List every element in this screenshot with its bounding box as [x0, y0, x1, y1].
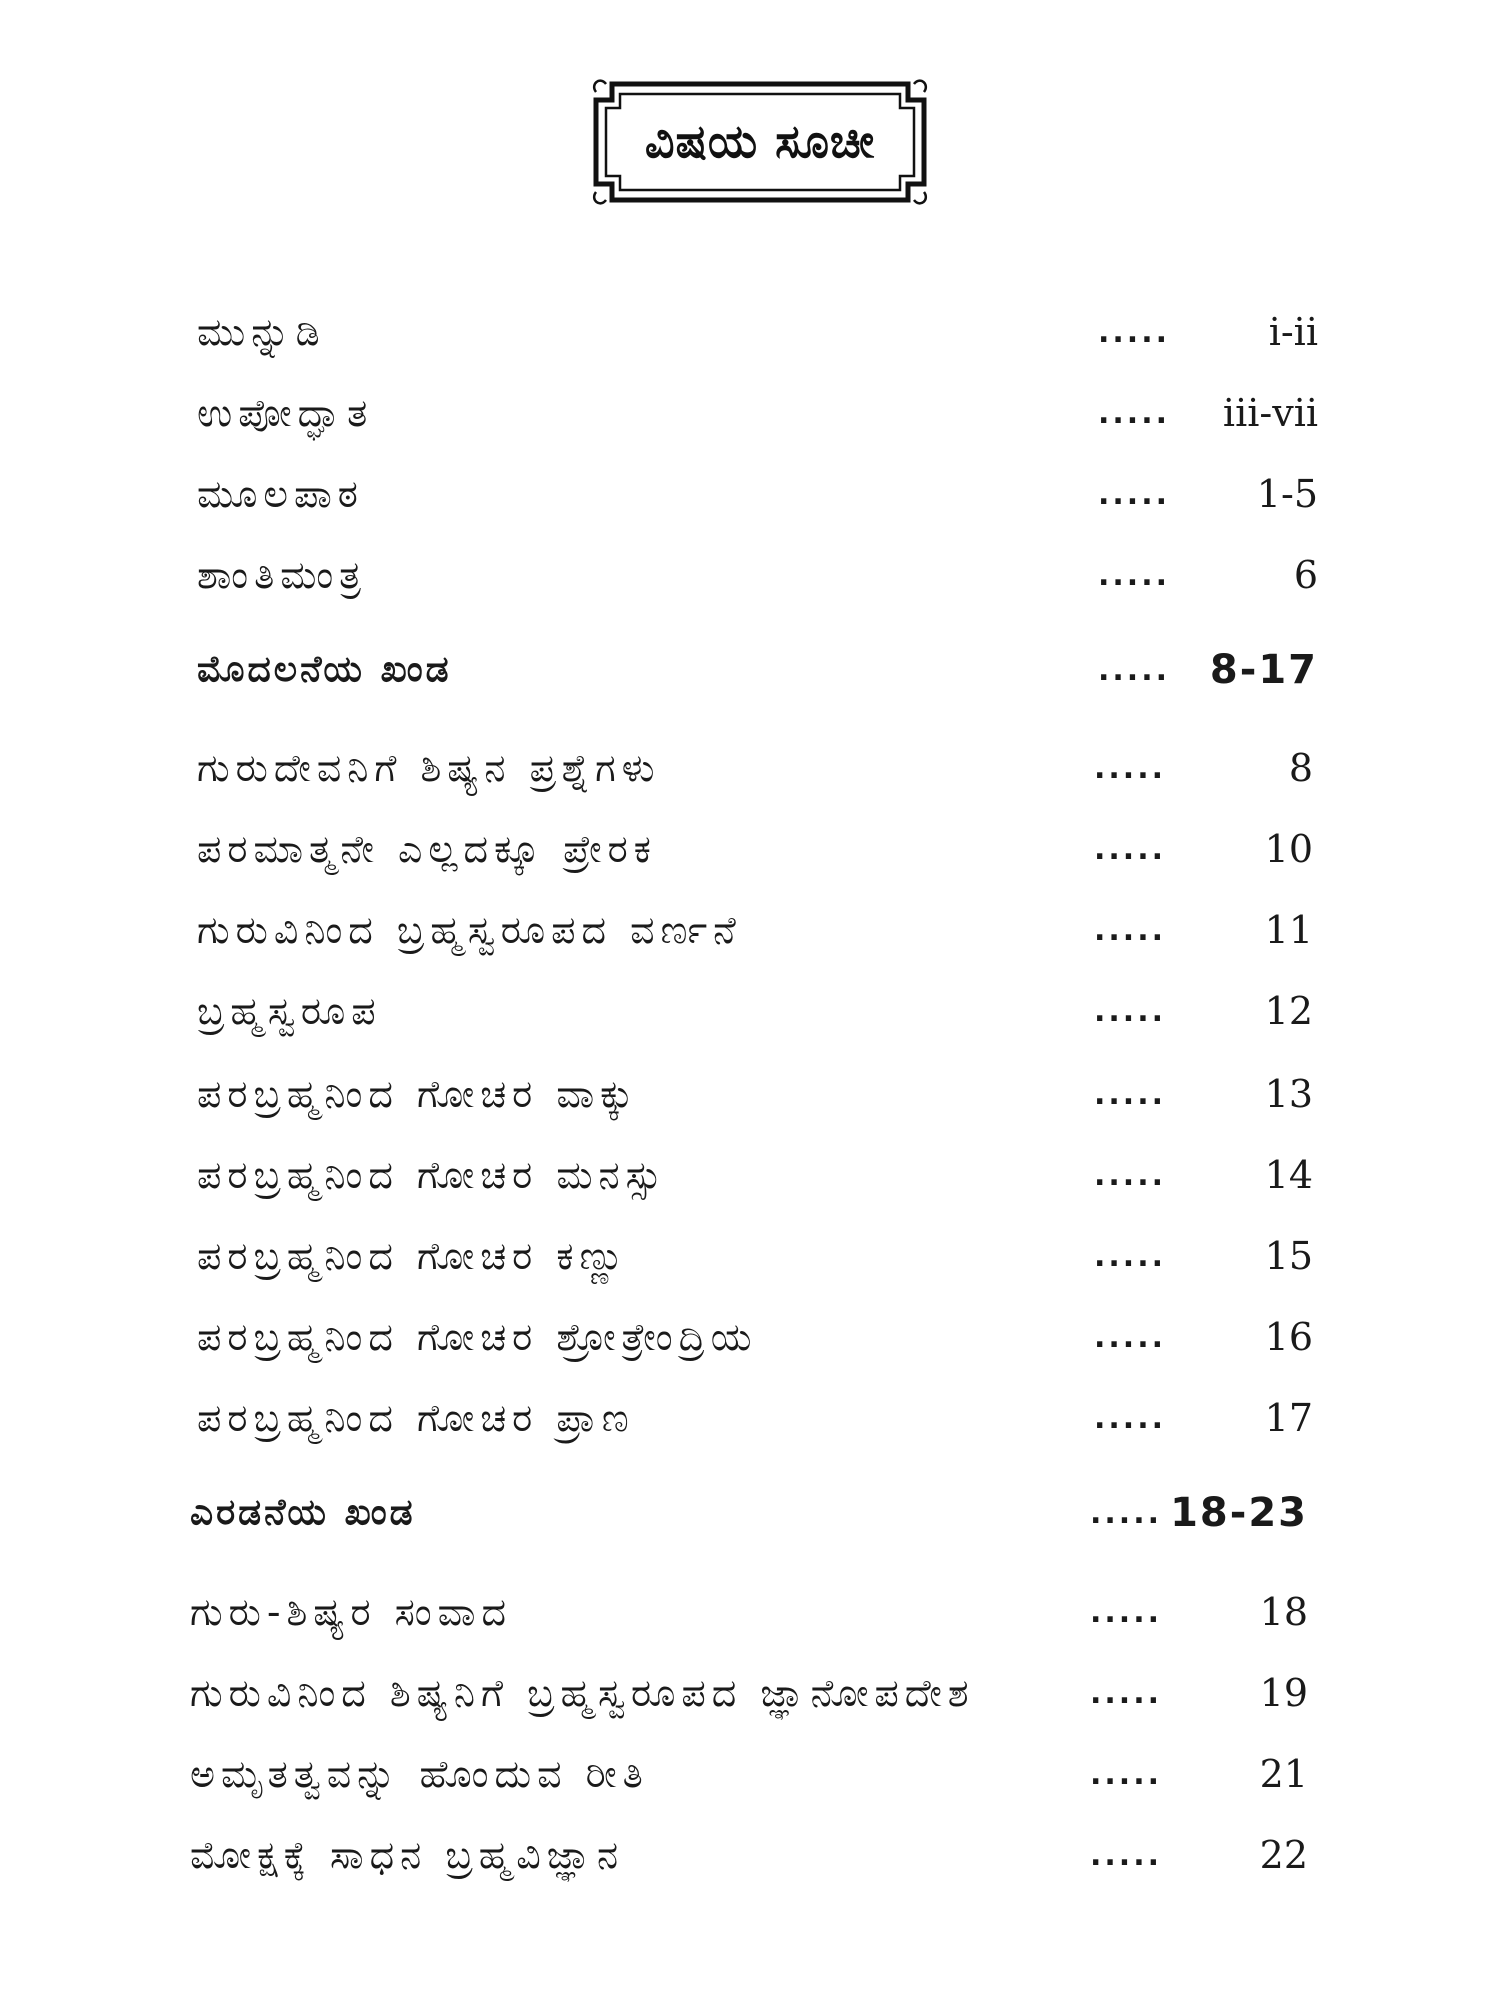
- toc-entry: [197, 1388, 1313, 1448]
- toc-entry-title: ಗುರುದೇವನಿಗೆ ಶಿಷ್ಯನ ಪ್ರಶ್ನೆಗಳು: [197, 745, 661, 790]
- toc-page-number: 15: [1264, 1234, 1313, 1278]
- toc-page-number: 16: [1264, 1315, 1313, 1359]
- toc-entry: [197, 981, 1313, 1041]
- toc-page-number: 11: [1264, 908, 1313, 952]
- toc-leader-dots: .....: [1090, 1594, 1162, 1630]
- toc-entry-title: ಅಮೃತತ್ವವನ್ನು ಹೊಂದುವ ರೀತಿ: [190, 1751, 649, 1796]
- toc-entry-title: ಬ್ರಹ್ಮಸ್ವರೂಪ: [197, 988, 382, 1033]
- toc-entry-title: ಪರಬ್ರಹ್ಮನಿಂದ ಗೋಚರ ವಾಕ್ಕು: [197, 1071, 639, 1116]
- toc-entry-title: ಗುರುವಿನಿಂದ ಬ್ರಹ್ಮಸ್ವರೂಪದ ವರ್ಣನೆ: [197, 907, 742, 952]
- toc-leader-dots: .....: [1094, 993, 1166, 1029]
- toc-leader-dots: .....: [1094, 1157, 1166, 1193]
- toc-entry-title: ಉಪೋದ್ಘಾತ: [197, 390, 374, 435]
- toc-page-number: 14: [1264, 1153, 1313, 1197]
- toc-page-number: 8: [1288, 746, 1313, 790]
- toc-leader-dots: .....: [1090, 1495, 1162, 1531]
- toc-section-heading: [190, 1483, 1308, 1543]
- toc-entry: [197, 1307, 1313, 1367]
- toc-entry-title: ಪರಬ್ರಹ್ಮನಿಂದ ಗೋಚರ ಮನಸ್ಸು: [197, 1152, 668, 1197]
- toc-entry: [190, 1744, 1308, 1804]
- toc-entry: [197, 383, 1318, 443]
- toc-entry-title: ಮೂಲಪಾಠ: [197, 471, 364, 516]
- toc-page-number: 13: [1264, 1072, 1313, 1116]
- toc-entry-title: ಗುರು-ಶಿಷ್ಯರ ಸಂವಾದ: [190, 1589, 512, 1634]
- toc-leader-dots: .....: [1094, 1400, 1166, 1436]
- toc-page-number: 12: [1264, 989, 1313, 1033]
- toc-leader-dots: .....: [1094, 831, 1166, 867]
- toc-entry: [197, 900, 1313, 960]
- toc-entry: [197, 819, 1313, 879]
- toc-entry-title: ಪರಬ್ರಹ್ಮನಿಂದ ಗೋಚರ ಶ್ರೋತ್ರೇಂದ್ರಿಯ: [197, 1314, 758, 1359]
- toc-entry: [197, 464, 1318, 524]
- toc-entry-title: ಮೋಕ್ಷಕ್ಕೆ ಸಾಧನ ಬ್ರಹ್ಮವಿಜ್ಞಾನ: [190, 1832, 625, 1877]
- toc-entry-title: ಪರಬ್ರಹ್ಮನಿಂದ ಗೋಚರ ಕಣ್ಣು: [197, 1233, 630, 1278]
- toc-page-number: 17: [1264, 1396, 1313, 1440]
- toc-leader-dots: .....: [1098, 476, 1170, 512]
- toc-leader-dots: .....: [1098, 652, 1170, 688]
- toc-entry: [197, 302, 1318, 362]
- toc-page-number: i-ii: [1268, 310, 1318, 354]
- toc-entry-title: ಪರಮಾತ್ಮನೇ ಎಲ್ಲದಕ್ಕೂ ಪ್ರೇರಕ: [197, 826, 657, 871]
- toc-entry-title: ಮುನ್ನುಡಿ: [197, 309, 326, 354]
- toc-page-number: 10: [1264, 827, 1313, 871]
- toc-entry: [197, 545, 1318, 605]
- toc-entry: [190, 1582, 1308, 1642]
- toc-page-number: iii-vii: [1222, 391, 1318, 435]
- toc-leader-dots: .....: [1090, 1837, 1162, 1873]
- toc-entry: [197, 738, 1313, 798]
- toc-leader-dots: .....: [1098, 557, 1170, 593]
- toc-page-number: 19: [1259, 1671, 1308, 1715]
- toc-page-number: 18-23: [1170, 1490, 1308, 1536]
- toc-entry: [197, 1226, 1313, 1286]
- toc-leader-dots: .....: [1090, 1756, 1162, 1792]
- toc-leader-dots: .....: [1098, 314, 1170, 350]
- toc-entry-title: ಶಾಂತಿಮಂತ್ರ: [197, 552, 367, 597]
- toc-entry: [197, 1145, 1313, 1205]
- toc-page-number: 8-17: [1209, 647, 1318, 693]
- toc-leader-dots: .....: [1098, 395, 1170, 431]
- toc-entry-title: ಪರಬ್ರಹ್ಮನಿಂದ ಗೋಚರ ಪ್ರಾಣ: [197, 1395, 635, 1440]
- toc-entry: [190, 1663, 1308, 1723]
- toc-page-number: 1-5: [1256, 472, 1318, 516]
- page-title: ವಿಷಯ ಸೂಚೀ: [644, 114, 876, 168]
- toc-page-number: 21: [1259, 1752, 1308, 1796]
- toc-entry-title: ಮೊದಲನೆಯ ಖಂಡ: [197, 649, 452, 690]
- toc-leader-dots: .....: [1094, 1076, 1166, 1112]
- toc-entry: [190, 1825, 1308, 1885]
- toc-leader-dots: .....: [1094, 1319, 1166, 1355]
- toc-page-number: 18: [1259, 1590, 1308, 1634]
- toc-leader-dots: .....: [1094, 1238, 1166, 1274]
- toc-leader-dots: .....: [1094, 750, 1166, 786]
- toc-entry-title: ಗುರುವಿನಿಂದ ಶಿಷ್ಯನಿಗೆ ಬ್ರಹ್ಮಸ್ವರೂಪದ ಜ್ಞಾನೋಪದೇಶ: [190, 1670, 975, 1715]
- toc-leader-dots: .....: [1090, 1675, 1162, 1711]
- toc-entry: [197, 1064, 1313, 1124]
- toc-entry-title: ಎರಡನೆಯ ಖಂಡ: [190, 1492, 416, 1533]
- toc-page-number: 22: [1259, 1833, 1308, 1877]
- toc-leader-dots: .....: [1094, 912, 1166, 948]
- toc-section-heading: [197, 640, 1318, 700]
- toc-page-number: 6: [1293, 553, 1318, 597]
